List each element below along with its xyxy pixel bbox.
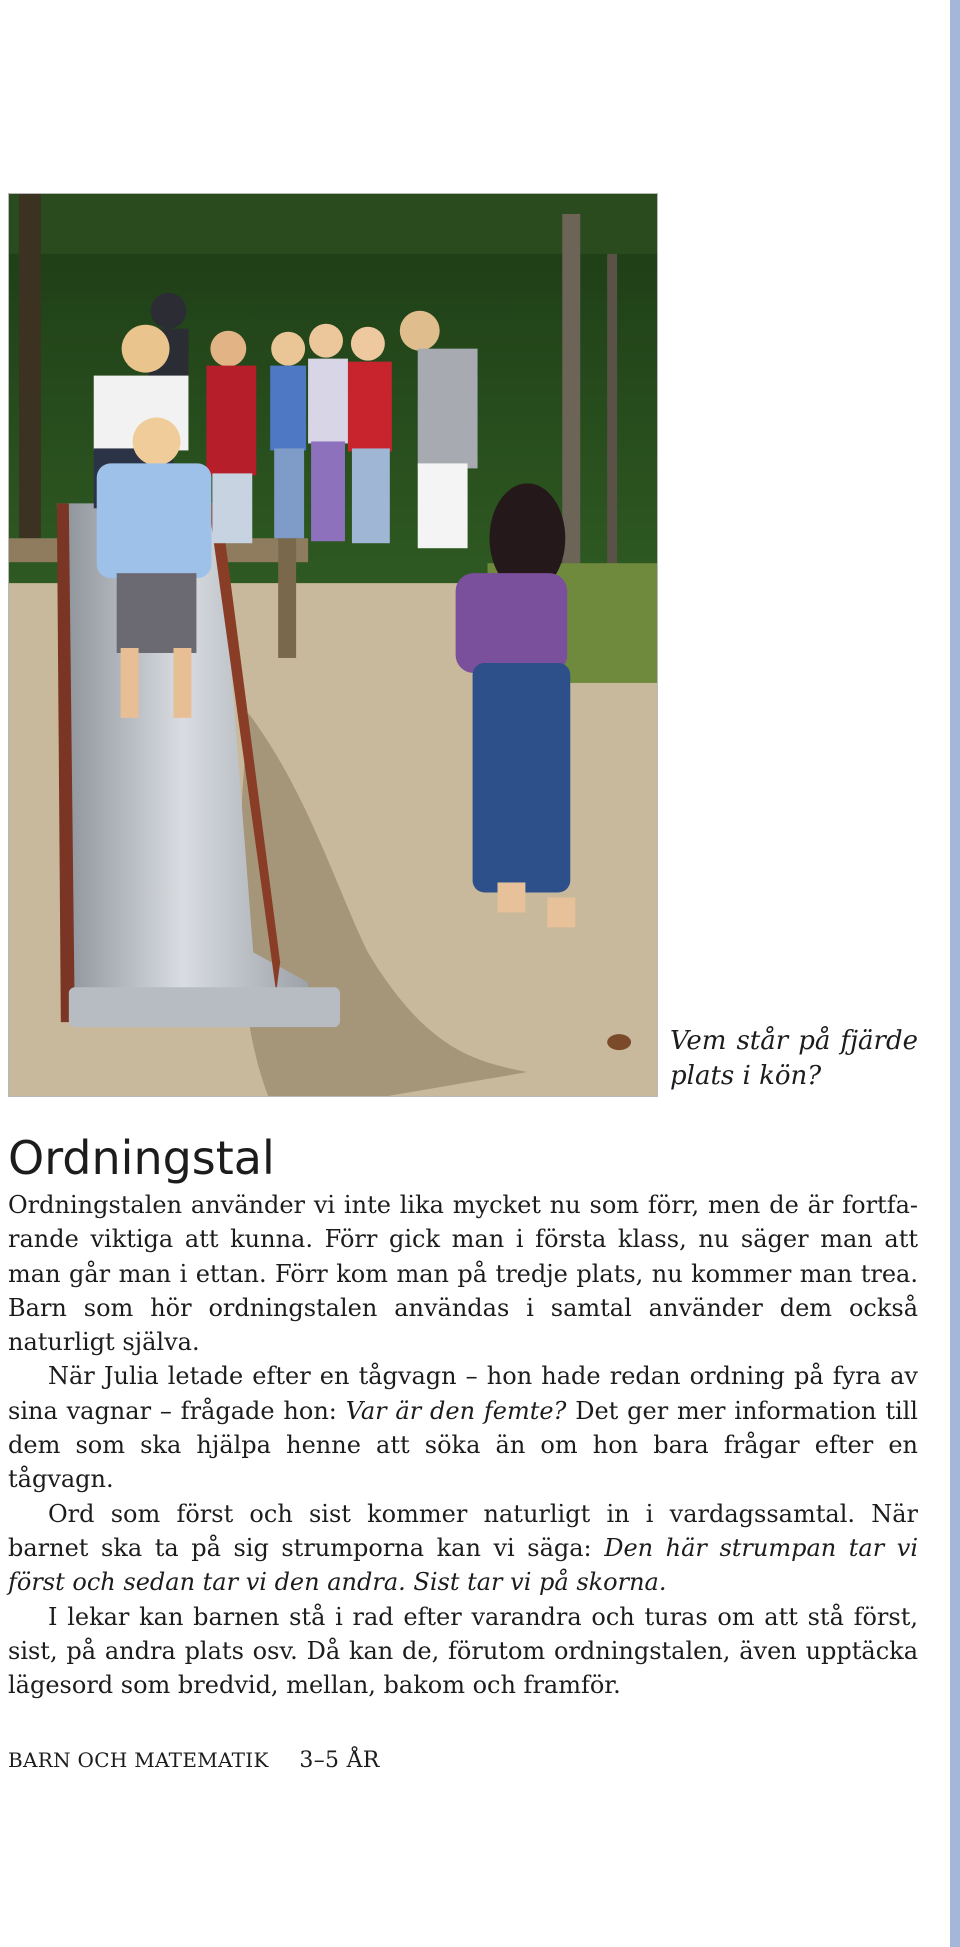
photo-caption: Vem står på fjärde plats i kön? — [670, 1026, 918, 1091]
footer-age-range: 3–5 ÅR — [299, 1748, 380, 1773]
paragraph-2-text-start: När Julia letade efter en tågvagn – hon hade redan ordning på fyra av sina vagnar – frågade hon: — [8, 1362, 918, 1425]
paragraph-2-italic-quote: Var är den femte? — [345, 1396, 567, 1425]
paragraph-2-text-end: Det ger mer information till dem som ska hjälpa henne att söka än om hon bara frågar efter en tågvagn. — [8, 1396, 918, 1494]
paragraph-2 — [8, 1359, 918, 1496]
page-footer — [8, 1745, 380, 1776]
paragraph-3-text-start: Ord som först och sist kommer naturligt in i vardagssamtal. När barnet ska ta på sig strumporna kan vi säga: — [8, 1499, 918, 1562]
section-heading: Ordningstal — [8, 1131, 275, 1185]
paragraph-3-italic-quote: Den här strumpan tar vi först och sedan tar vi den andra. Sist tar vi på skorna. — [8, 1533, 918, 1597]
paragraph-1 — [8, 1188, 918, 1359]
playground-slide-photo — [8, 193, 658, 1097]
paragraph-4 — [8, 1600, 918, 1703]
photo-illustration — [9, 194, 657, 1096]
page-edge-color-bar — [950, 0, 960, 1947]
paragraph-1-text: Ordningstalen använder vi inte lika mycket nu som förr, men de är fortfarande viktiga att kunna. Förr gick man i första klass, nu säger man att man går man i ettan. Förr kom man på tredje plats, nu kommer man trea. Barn som hör ordningstalen användas i samtal använder dem också naturligt själva. — [8, 1191, 918, 1357]
footer-book-title: BARN OCH MATEMATIK — [8, 1748, 269, 1772]
paragraph-4-text: I lekar kan barnen stå i rad efter varandra och turas om att stå först, sist, på andra plats osv. Då kan de, förutom ordningstalen, även upptäcka lägesord som bredvid, mellan, bakom och framför. — [8, 1602, 918, 1700]
paragraph-3 — [8, 1497, 918, 1600]
body-text — [8, 1188, 918, 1702]
